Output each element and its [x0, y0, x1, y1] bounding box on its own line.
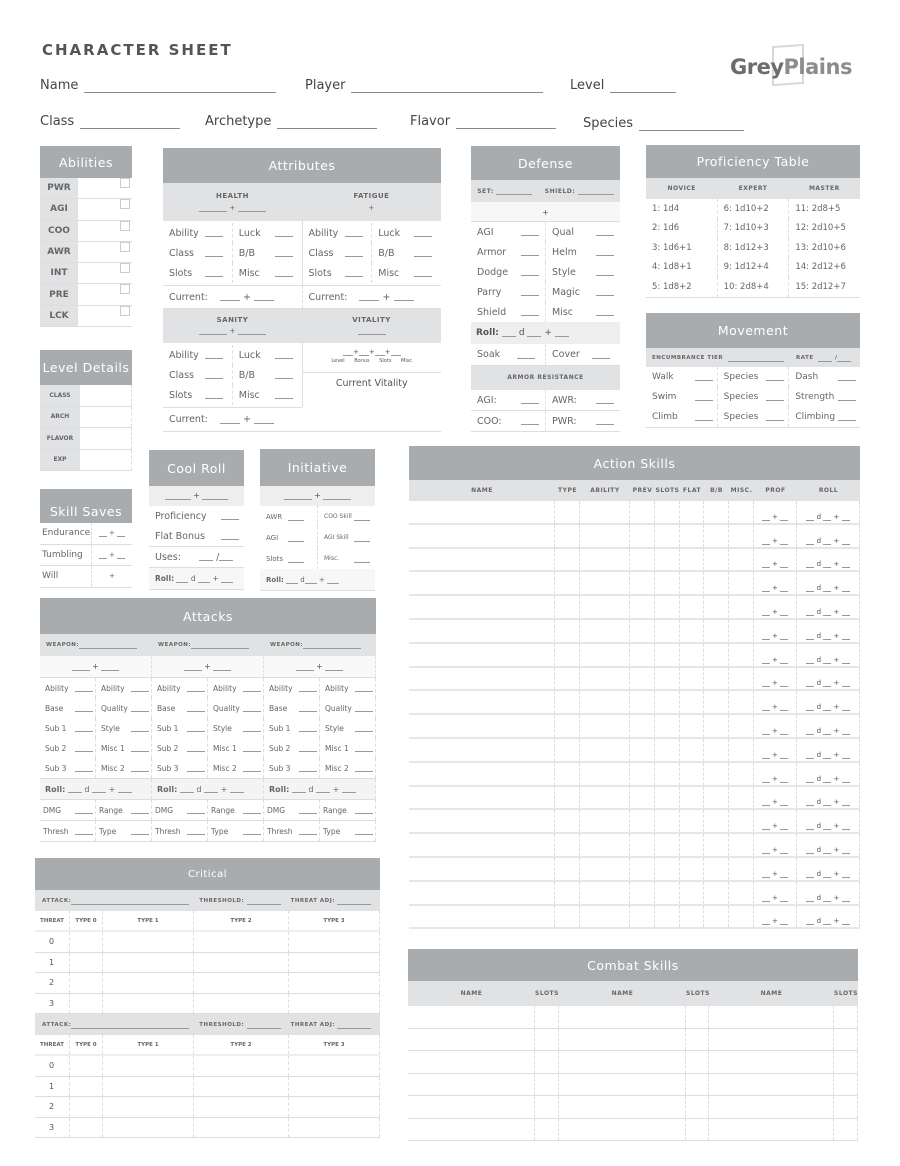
combat-skill-row[interactable]	[408, 1006, 858, 1029]
proficiency-panel: Proficiency Table NOVICE EXPERT MASTER 1: 1d4 6: 1d10+2 11: 2d8+5 2: 1d6 7: 1d10+3 12: 2d10+5 3: 1d6+1 8: 1d12+3 13: 2d10+6 4: 1d8+1 9: 1d12+4 14: 2d12+6 5: 1d8+2 10: 2d8+4 15: 2d12+7	[646, 145, 860, 298]
cool-roll-panel: Cool Roll + Proficiency Flat Bonus Uses: / Roll: d +	[149, 450, 244, 590]
fatigue-label: FATIGUE	[353, 192, 390, 200]
combat-skill-row[interactable]	[408, 1051, 858, 1074]
attacks-panel: Attacks WEAPON: WEAPON: WEAPON: + + + Ability Ability Ability Ability Ability Ability Base Quality Base Quality Base Quality Sub 1 Style Sub 1 Style Sub 1 Style Sub 2 Misc 1 Sub 2 Misc 1 Sub 2 Misc 1 Sub 3 Misc 2 Sub 3 Misc 2 Sub 3 Misc 2 Roll: d + Roll: d + Roll: d + DMG Range DMG Range DMG Range Thresh Type Thresh Type Thresh Type	[40, 598, 376, 842]
critical-header: Critical	[35, 858, 380, 890]
action-skill-row[interactable]: + d +	[409, 810, 860, 834]
field-archetype[interactable]: Archetype	[205, 114, 377, 129]
save-endurance[interactable]: Endurance +	[40, 523, 132, 545]
action-skill-row[interactable]: + d +	[409, 882, 860, 906]
initiative-panel: Initiative + AWR COO Skill AGI AGI Skill Slots Misc. Roll: d +	[260, 449, 375, 591]
action-skill-row[interactable]: + d +	[409, 834, 860, 858]
field-player[interactable]: Player	[305, 78, 543, 93]
proficiency-cell: 14: 2d12+6	[795, 262, 846, 273]
ability-awr[interactable]: AWR	[40, 242, 132, 263]
action-skill-row[interactable]: + d +	[409, 525, 860, 549]
field-species[interactable]: Species	[583, 116, 744, 131]
attributes-header: Attributes	[163, 148, 441, 183]
current-vitality-label: Current Vitality	[335, 378, 408, 389]
level-flavor[interactable]: FLAVOR	[40, 428, 132, 450]
combat-skill-row[interactable]	[408, 1074, 858, 1097]
proficiency-cell: 5: 1d8+2	[646, 277, 718, 297]
sanity-label: SANITY	[216, 316, 249, 324]
combat-skills-header: Combat Skills	[408, 949, 858, 981]
proficiency-cell: 3: 1d6+1	[646, 238, 718, 258]
critical-panel: Critical ATTACK: THRESHOLD: THREAT ADJ: THREAT TYPE 0 TYPE 1 TYPE 2 TYPE 3 0 1 2 3 ATTACK: THRESHOLD: THREAT ADJ: THREAT TYPE 0 TYPE 1 TYPE 2 TYPE 3 0 1 2 3	[35, 858, 380, 1138]
level-details-panel	[40, 350, 132, 471]
ability-checkbox[interactable]	[120, 221, 130, 231]
proficiency-cell: 1: 1d4	[646, 199, 718, 219]
level-exp[interactable]: EXP	[40, 450, 132, 472]
action-skill-row[interactable]: + d +	[409, 763, 860, 787]
action-skills-panel: Action Skills NAME TYPE ABILITY PREV SLOTS FLAT B/B MISC. PROF ROLL + d + + d + + d + + d + + d + + d + + d + + d + + d + + d + + d + + d + + d + + d + + d + + d + + d + + d +	[409, 446, 860, 929]
health-label: HEALTH	[216, 192, 249, 200]
action-skill-row[interactable]: + d +	[409, 691, 860, 715]
movement-panel: Movement ENCUMBRANCE TIER RATE / Walk Species Dash Swim Species Strength Climb Species Climbing	[646, 313, 860, 428]
attacks-header: Attacks	[40, 598, 376, 634]
combat-skills-panel: Combat Skills NAME SLOTS NAME SLOTS NAME SLOTS	[408, 949, 858, 1141]
action-skill-row[interactable]: + d +	[409, 572, 860, 596]
proficiency-cell: 4: 1d8+1	[646, 258, 718, 278]
vitality-label: VITALITY	[352, 316, 391, 324]
field-class[interactable]: Class	[40, 114, 180, 129]
ability-checkbox[interactable]	[120, 178, 130, 188]
field-level[interactable]: Level	[570, 78, 676, 93]
action-skill-row[interactable]: + d +	[409, 858, 860, 882]
movement-header: Movement	[646, 313, 860, 348]
level-class[interactable]: CLASS	[40, 385, 132, 407]
ability-checkbox[interactable]	[120, 263, 130, 273]
cool-roll-header: Cool Roll	[149, 450, 244, 486]
proficiency-cell: 12: 2d10+5	[795, 223, 846, 234]
proficiency-cell: 11: 2d8+5	[795, 203, 841, 214]
combat-skill-row[interactable]	[408, 1119, 858, 1142]
critical-row[interactable]: 3	[35, 1118, 380, 1139]
critical-row[interactable]: 1	[35, 953, 380, 974]
critical-row[interactable]: 0	[35, 1056, 380, 1077]
ability-checkbox[interactable]	[120, 284, 130, 294]
action-skill-row[interactable]: + d +	[409, 739, 860, 763]
skill-saves-panel	[40, 489, 132, 588]
action-skill-row[interactable]: + d +	[409, 668, 860, 692]
abilities-header: Abilities	[40, 146, 132, 178]
proficiency-cell: 2: 1d6	[646, 219, 718, 239]
ability-checkbox[interactable]	[120, 306, 130, 316]
action-skill-row[interactable]: + d +	[409, 501, 860, 525]
ability-checkbox[interactable]	[120, 242, 130, 252]
action-skills-header: Action Skills	[409, 446, 860, 480]
logo: GreyPlains	[730, 55, 852, 79]
critical-row[interactable]: 3	[35, 994, 380, 1015]
proficiency-cell: 15: 2d12+7	[795, 281, 846, 292]
proficiency-cell: 7: 1d10+3	[718, 219, 790, 239]
ability-int[interactable]: INT	[40, 263, 132, 284]
proficiency-cell: 9: 1d12+4	[718, 258, 790, 278]
ability-coo[interactable]: COO	[40, 221, 132, 242]
level-details-header: Level Details	[40, 350, 132, 385]
action-skill-row[interactable]: + d +	[409, 906, 860, 930]
field-flavor[interactable]: Flavor	[410, 114, 556, 129]
abilities-panel	[40, 146, 132, 327]
ability-lck[interactable]: LCK	[40, 306, 132, 327]
proficiency-cell: 8: 1d12+3	[718, 238, 790, 258]
ability-checkbox[interactable]	[120, 199, 130, 209]
ability-agi[interactable]: AGI	[40, 199, 132, 220]
action-skill-row[interactable]: + d +	[409, 596, 860, 620]
defense-roll[interactable]: Roll: d +	[471, 322, 620, 344]
combat-skill-row[interactable]	[408, 1096, 858, 1119]
critical-row[interactable]: 0	[35, 932, 380, 953]
level-arch[interactable]: ARCH	[40, 407, 132, 429]
save-tumbling[interactable]: Tumbling +	[40, 545, 132, 567]
ability-pwr[interactable]: PWR	[40, 178, 132, 199]
combat-skill-row[interactable]	[408, 1029, 858, 1052]
attributes-panel: Attributes HEALTH + FATIGUE + Ability Luck Class B/B Slots Misc Ability Luck Class B/B Slots Misc Current: + Current: + SANITY + VITALITY Ability Luck Class B/B Slots Misc + + + Level Bonus Slots Misc Current Vitality Current: +	[163, 148, 441, 432]
sheet-title: CHARACTER SHEET	[42, 41, 233, 59]
proficiency-header: Proficiency Table	[646, 145, 860, 178]
critical-row[interactable]: 1	[35, 1077, 380, 1098]
initiative-header: Initiative	[260, 449, 375, 486]
critical-row[interactable]: 2	[35, 973, 380, 994]
proficiency-cell: 6: 1d10+2	[718, 199, 790, 219]
defense-panel: Defense SET: SHIELD: + AGI Qual Armor Helm Dodge Style Parry Magic Shield Misc Roll: d + Soak Cover ARMOR RESISTANCE AGI: AWR: COO: PWR:	[471, 146, 620, 432]
ability-pre[interactable]: PRE	[40, 284, 132, 305]
proficiency-cell: 13: 2d10+6	[795, 242, 846, 253]
action-skill-row[interactable]: + d +	[409, 620, 860, 644]
proficiency-cell: 10: 2d8+4	[718, 277, 790, 297]
action-skill-row[interactable]: + d +	[409, 787, 860, 811]
action-skill-row[interactable]: + d +	[409, 644, 860, 668]
action-skill-row[interactable]: + d +	[409, 715, 860, 739]
action-skill-row[interactable]: + d +	[409, 549, 860, 573]
vitality-formula[interactable]: + + + Level Bonus Slots Misc	[303, 343, 442, 373]
field-name[interactable]: Name	[40, 78, 276, 93]
save-will[interactable]: Will +	[40, 566, 132, 588]
skill-saves-header: Skill Saves	[40, 489, 132, 523]
defense-header: Defense	[471, 146, 620, 180]
critical-row[interactable]: 2	[35, 1097, 380, 1118]
